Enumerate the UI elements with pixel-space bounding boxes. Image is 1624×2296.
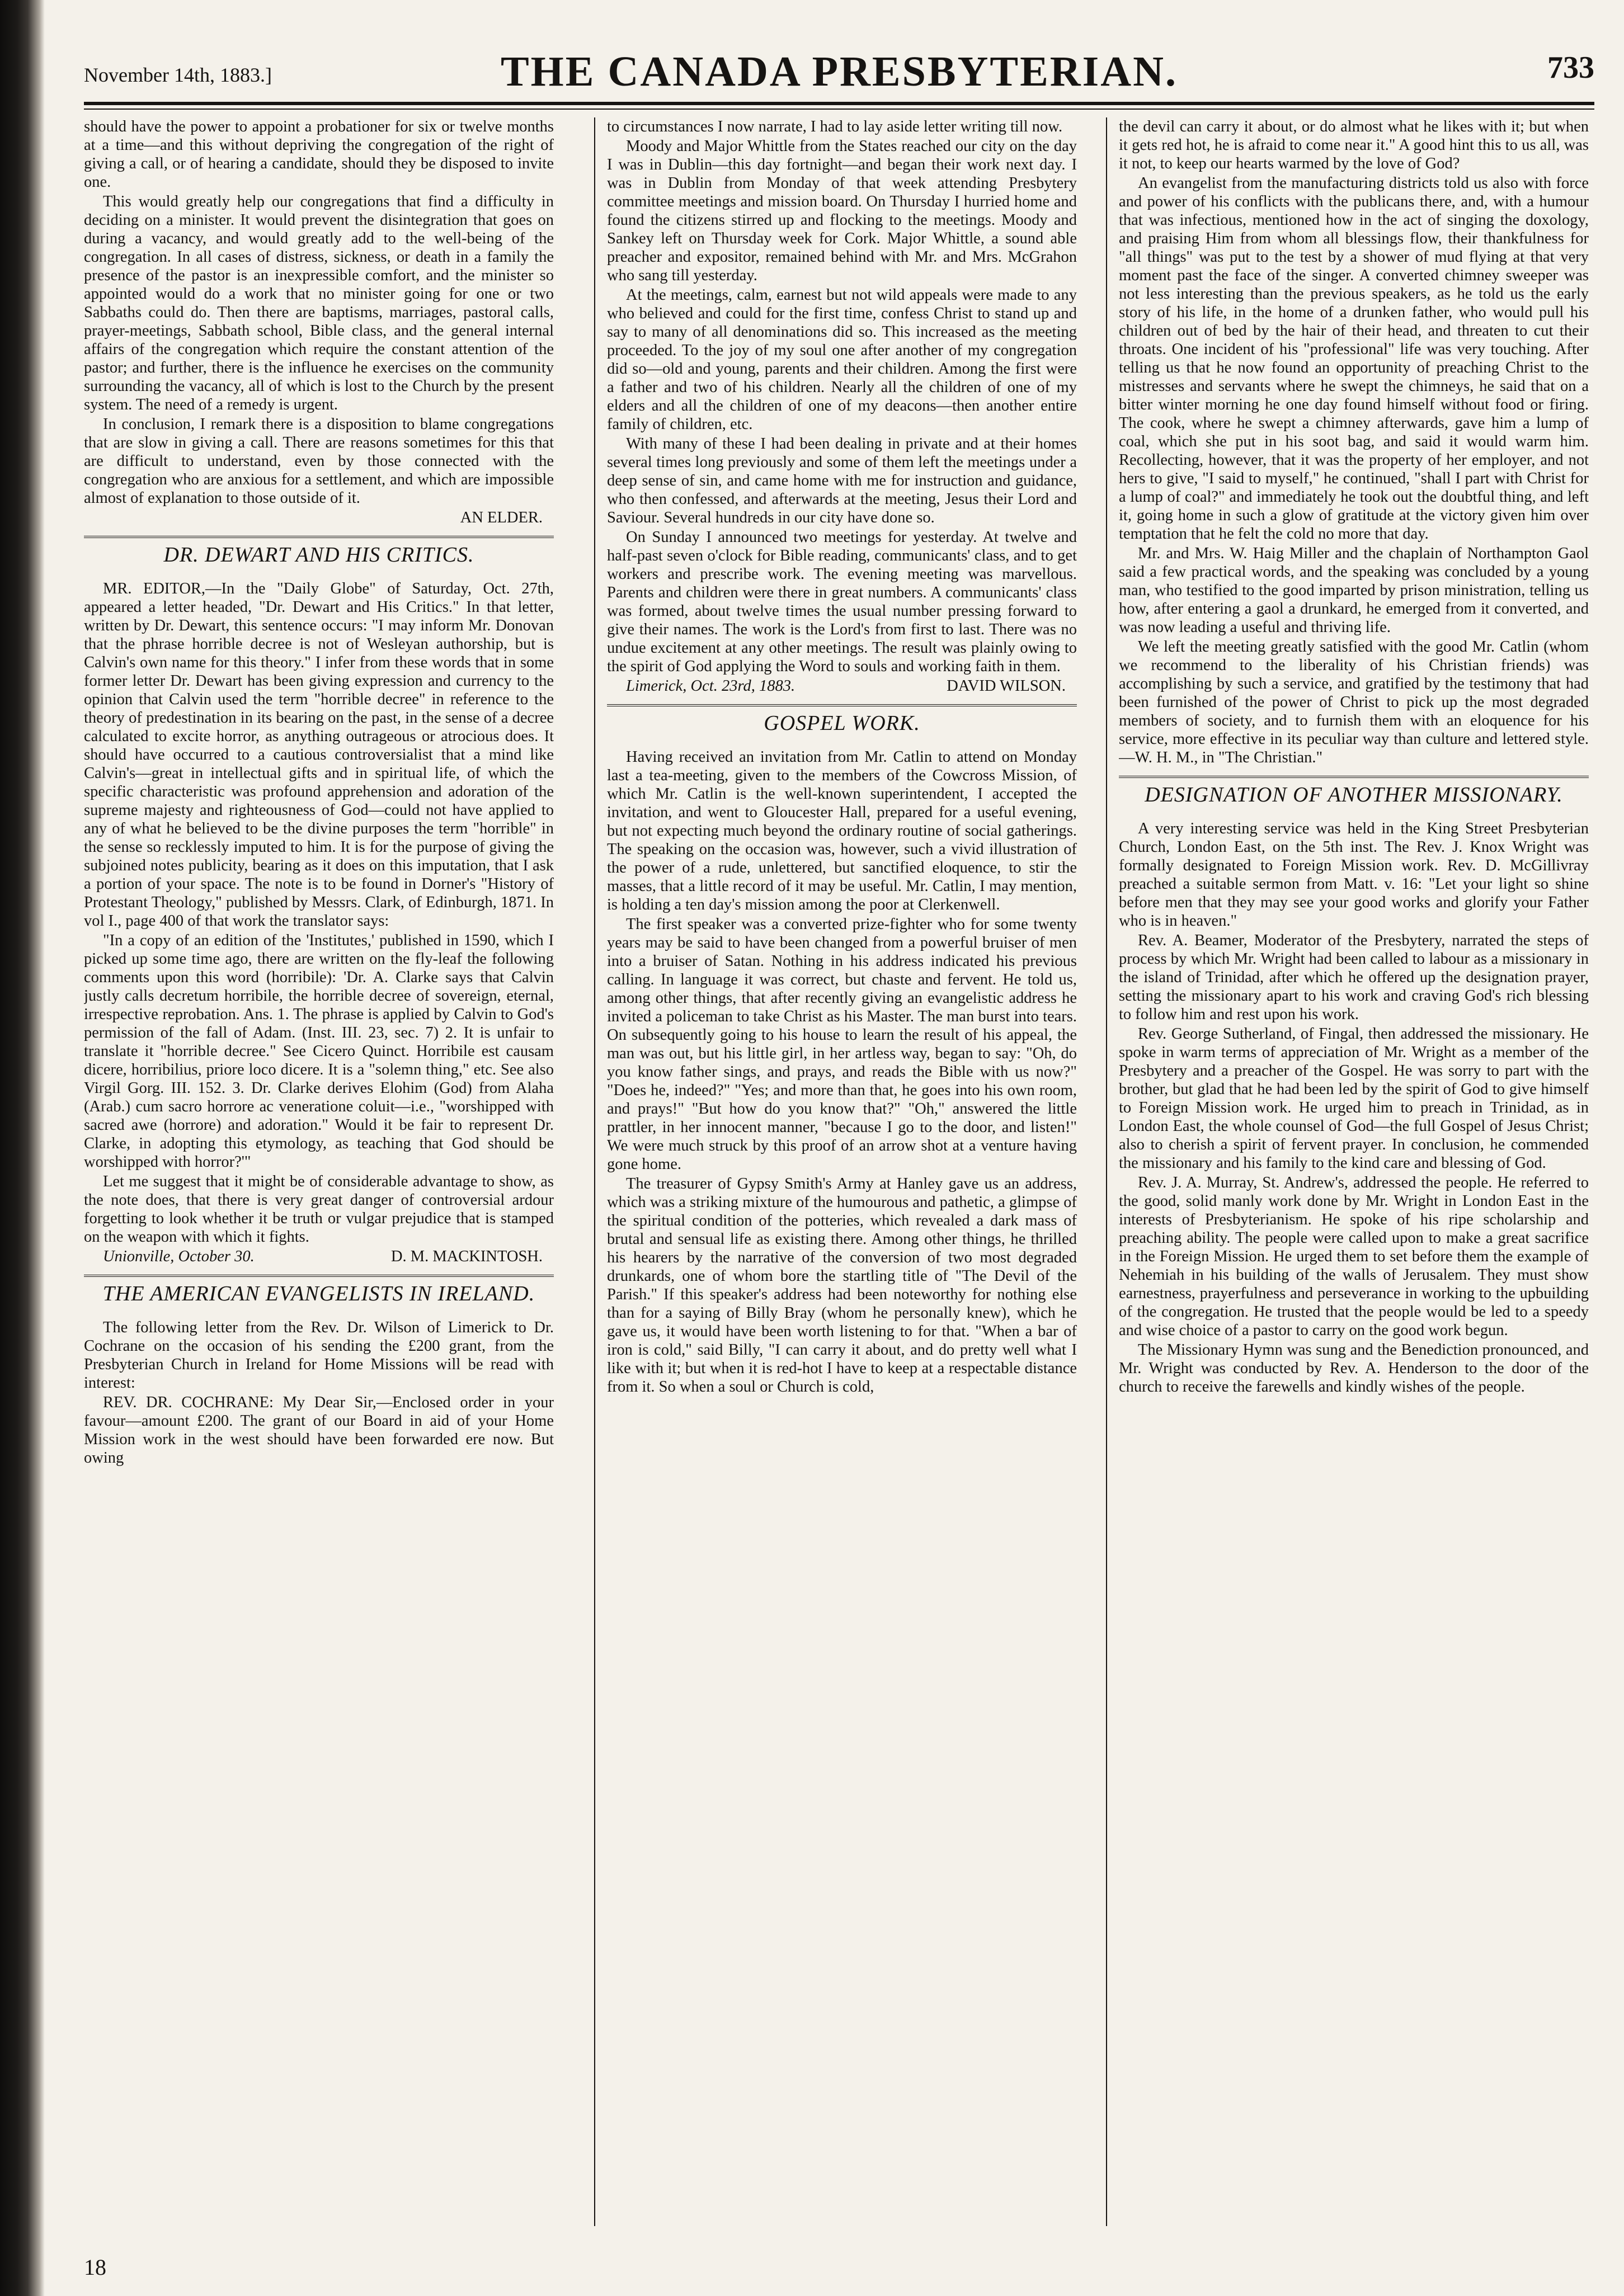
signature bbox=[84, 508, 554, 527]
article-paragraph: The Missionary Hymn was sung and the Benediction pronounced, and Mr. Wright was conducted by Rev. A. Henderson to the door of the church to receive the farewells and kindly wishes of the people. bbox=[1119, 1341, 1589, 1395]
page-binding-shadow bbox=[0, 0, 45, 2296]
issue-date: November 14th, 1883.] bbox=[84, 64, 272, 86]
column-1 bbox=[84, 117, 554, 2226]
signature bbox=[84, 1247, 554, 1266]
article-paragraph: REV. DR. COCHRANE: My Dear Sir,—Enclosed order in your favour—amount £200. The grant of our Board in aid of your Home Mission work in the west should have been forwarded ere now. But owing bbox=[84, 1394, 554, 1467]
article-paragraph: The first speaker was a converted prize-fighter who for some twenty years may be said to have been changed from a powerful bruiser of men into a bruiser of Satan. Nothing in his address indicated his previous calling. In language it was correct, but chaste and fervent. He told us, among other things, that after recently giving an evangelistic address he invited a policeman to take Christ as his Master. The man burst into tears. On subsequently going to his house to learn the result of his appeal, the man was out, but his little girl, in her artless way, began to say: "Oh, do you know father sings, and prays, and reads the Bible with us now?" "Does he, indeed?" "Yes; and more than that, he goes into his own room, and prays!" "But how do you know that?" "Oh," answered the little prattler, in her innocent manner, "because I go to the door, and listen!" We were much struck by this proof of an arrow shot at a venture having gone home. bbox=[607, 916, 1077, 1173]
section-heading: DESIGNATION OF ANOTHER MISSIONARY. bbox=[1119, 776, 1589, 813]
article-paragraph: Moody and Major Whittle from the States reached our city on the day I was in Dublin—this day fortnight—and began their work next day. I was in Dublin from Monday of that week attending Presbytery committee meetings and mission board. On Thursday I hurried home and found the citizens stirred up and flocking to the meetings. Moody and Sankey left on Thursday week for Cork. Major Whittle, a sound able preacher and expositor, remained behind with Mr. and Mrs. McGrahon who sang till yesterday. bbox=[607, 138, 1077, 284]
article-paragraph: The treasurer of Gypsy Smith's Army at Hanley gave us an address, which was a striking mixture of the humourous and pathetic, a glimpse of the spiritual condition of the potteries, which revealed a dark mass of brutal and sensual life as existing there. Among other things, he thrilled his hearers by the narrative of the conversion of two most degraded drunkards, one of whom bore the startling title of "The Devil of the Parish." If this speaker's address had been noteworthy for nothing else than for a saying of Billy Bray (whom he personally knew), which he gave us, it would have been worth listening to for that. "When a bar of iron is cold," said Billy, "I can carry it about, and do pretty well what I like with it; but when it is red-hot I have to keep at a respectable distance from it. So when a soul or Church is cold, bbox=[607, 1175, 1077, 1395]
article-paragraph: should have the power to appoint a probationer for six or twelve months at a time—and this without depriving the congregation of the right of giving a call, or of hearing a candidate, should they be disposed to invite one. bbox=[84, 118, 554, 191]
column-2 bbox=[607, 117, 1077, 2226]
section-heading: THE AMERICAN EVANGELISTS IN IRELAND. bbox=[84, 1275, 554, 1312]
footer-mark: 18 bbox=[84, 2255, 106, 2280]
article-paragraph: This would greatly help our congregations that find a difficulty in deciding on a minister. It would prevent the disintegration that goes on during a vacancy, and would greatly add to the well-being of the congregation. In all cases of distress, sickness, or death in a family the presence of the pastor is an inexpressible comfort, and the minister so appointed would do a work that no minister going for one or two Sabbaths could do. Then there are baptisms, marriages, pastoral calls, prayer-meetings, Sabbath school, Bible class, and the general internal affairs of the congregation which require the constant attention of the pastor; and further, there is the influence he exercises on the community surrounding the vacancy, all of which is lost to the Church by the present system. The need of a remedy is urgent. bbox=[84, 193, 554, 413]
article-paragraph: the devil can carry it about, or do almost what he likes with it; but when it gets red hot, he is afraid to come near it." A good hint this to us all, was it not, to keep our hearts warmed by the love of God? bbox=[1119, 118, 1589, 172]
signature-place: Limerick, Oct. 23rd, 1883. bbox=[626, 677, 795, 695]
article-paragraph: MR. EDITOR,—In the "Daily Globe" of Saturday, Oct. 27th, appeared a letter headed, "Dr. Dewart and His Critics." In that letter, written by Dr. Dewart, this sentence occurs: "I may inform Mr. Donovan that the phrase horrible decree is not of Wesleyan authorship, but is Calvin's own name for this theory." I infer from these words that in some former letter Dr. Dewart has been giving expression and currency to the opinion that Calvin used the term "horrible decree" in reference to the theory of predestination in its bearing on the past, in the sense of a decree calculated to excite horror, as anything outrageous or atrocious does. It should have occurred to a cautious controversialist that a mind like Calvin's—great in intellectual gifts and in spiritual life, of which the specific characteristic was profound apprehension and adoration of the supreme majesty and righteousness of God—could not have applied to any of what he believed to be the divine purposes the term "horrible" in the sense so recklessly imputed to him. It is for the purpose of giving the subjoined notes publicity, bearing as it does on this imputation, that I ask a portion of your space. The note is to be found in Dorner's "History of Protestant Theology," published by Messrs. Clark, of Edinburgh, 1871. In vol I., page 400 of that work the translator says: bbox=[84, 580, 554, 930]
article-paragraph: A very interesting service was held in the King Street Presbyterian Church, London East, on the 5th inst. The Rev. J. Knox Wright was formally designated to Foreign Mission work. Rev. D. McGillivray preached a suitable sermon from Matt. v. 16: "Let your light so shine before men that they may see your good works and glorify your Father who is in heaven." bbox=[1119, 820, 1589, 930]
article-paragraph: Rev. A. Beamer, Moderator of the Presbytery, narrated the steps of process by which Mr. Wright had been called to labour as a missionary in the island of Trinidad, after which he offered up the designation prayer, setting the missionary apart to his work and craving God's rich blessing to follow him and rest upon his work. bbox=[1119, 932, 1589, 1023]
header-rule bbox=[84, 102, 1594, 105]
article-paragraph: Rev. J. A. Murray, St. Andrew's, addressed the people. He referred to the good, solid manly work done by Mr. Wright in London East in the interests of Presbyterianism. He spoke of his ripe scholarship and preaching ability. The people were called upon to make a great sacrifice in the Foreign Mission. He urged them to set before them the example of Nehemiah in his building of the walls of Jerusalem. They must show earnestness, prayerfulness and perseverance in working to the upbuilding of the congregation. He trusted that the people would be led to a speedy and wise choice of a pastor to carry on the good work begun. bbox=[1119, 1174, 1589, 1339]
column-3 bbox=[1119, 117, 1589, 2226]
article-paragraph: We left the meeting greatly satisfied with the good Mr. Catlin (whom we recommend to the liberality of his Christian friends) was accomplishing by such a service, and gratified by the testimony that had been furnished of the power of Christ to pick up the most degraded members of society, and to furnish them with an eloquence for his service, more effective in its peculiar way than culture and lettered style.—W. H. M., in "The Christian." bbox=[1119, 638, 1589, 766]
header-rule-thin bbox=[84, 109, 1594, 110]
article-paragraph: In conclusion, I remark there is a disposition to blame congregations that are slow in giving a call. There are reasons sometimes for this that are difficult to understand, even by those connected with the congregation who are anxious for a settlement, and which are impossible almost of explanation to those outside of it. bbox=[84, 416, 554, 507]
signature-name: DAVID WILSON. bbox=[947, 677, 1066, 695]
quoted-note: "In a copy of an edition of the 'Institutes,' published in 1590, which I picked up some time ago, there are written on the fly-leaf the following comments upon this word (horribile): 'Dr. A. Clarke says that Calvin justly calls decretum horribile, the horrible decree of sovereign, eternal, irrespective reprobation. Ans. 1. The phrase is applied by Calvin to God's permission of the fall of Adam. (Inst. III. 23, sec. 7) 2. It is unfair to translate it "horrible decree." See Cicero Quinct. Horribile est causam dicere, horribilius, priore loco dicere. It is a "solemn thing," etc. See also Virgil Gorg. III. 152. 3. Dr. Clarke derives Elohim (God) from Alaha (Arab.) cum sacro horrore ac veneratione coluit—i.e., "worshipped with sacred awe (horrore) and adoration." Would it be fair to represent Dr. Clarke, in adopting this etymology, as teaching that God should be worshipped with horror?'" bbox=[84, 932, 554, 1171]
signature-name: D. M. MACKINTOSH. bbox=[390, 1248, 543, 1265]
signature-name: AN ELDER. bbox=[460, 509, 543, 526]
section-heading: DR. DEWART AND HIS CRITICS. bbox=[84, 536, 554, 573]
article-paragraph: An evangelist from the manufacturing districts told us also with force and power of his conflicts with the publicans there, and, with a humour that was infectious, mentioned how in the act of singing the doxology, and praising Him from whom all blessings flow, their thankfulness for "all things" was put to the test by a shower of mud flying at that very moment past the face of the singer. A converted chimney sweeper was not less interesting than the previous speakers, as he told us the early story of his life, in the home of a drunken father, who would pull his children out of bed by the hair of their head, and threaten to cut their throats. One incident of his "professional" life was very touching. After telling us that he now found an opportunity of preaching Christ to the mistresses and servants where he swept the chimneys, he said that on a bitter winter morning he one day found himself without food or firing. The cook, where he swept a chimney afterwards, gave him a lump of coal, which she put in his soot bag, and said it would warm him. Recollecting, however, that it was the property of her employer, and not hers to give, "I said to myself," he continued, "shall I part with Christ for a lump of coal?" and immediately he took out the doubtful thing, and left it, going home in such a glow of gratitude at the victory given him over temptation that he felt the cold no more that day. bbox=[1119, 175, 1589, 543]
article-paragraph: Let me suggest that it might be of considerable advantage to show, as the note does, that there is very great danger of controversial ardour forgetting to look whether it be truth or vulgar prejudice that is stamped on the weapon with which it fights. bbox=[84, 1173, 554, 1246]
article-paragraph: The following letter from the Rev. Dr. Wilson of Limerick to Dr. Cochrane on the occasion of his sending the £200 grant, from the Presbyterian Church in Ireland for Home Missions will be read with interest: bbox=[84, 1319, 554, 1392]
article-paragraph: At the meetings, calm, earnest but not wild appeals were made to any who believed and could for the first time, confess Christ to stand up and say to many of all denominations did so. This increased as the meeting proceeded. To the joy of my soul one after another of my congregation did so—old and young, parents and their children. Among the first were a father and two of his children. Nearly all the children of one of my elders and all the children of one of my deacons—then another entire family of children, etc. bbox=[607, 286, 1077, 433]
column-divider bbox=[594, 117, 595, 2226]
page-header bbox=[84, 48, 1594, 103]
article-paragraph: With many of these I had been dealing in private and at their homes several times long previously and some of them left the meetings under a deep sense of sin, and came home with me for instruction and guidance, who then confessed, and afterwards at the meeting, Jesus their Lord and Saviour. Several hundreds in our city have done so. bbox=[607, 435, 1077, 526]
column-divider bbox=[1106, 117, 1107, 2226]
article-paragraph: On Sunday I announced two meetings for yesterday. At twelve and half-past seven o'clock for Bible reading, communicants' class, and to get workers and prescribe work. The evening meeting was marvellous. Parents and children were there in great numbers. A communicants' class was formed, about twelve times the usual number pressing forward to give their names. The work is the Lord's from first to last. There was no undue excitement at any other meetings. The result was plainly owing to the spirit of God applying the Word to souls and working faith in them. bbox=[607, 529, 1077, 675]
article-paragraph: Rev. George Sutherland, of Fingal, then addressed the missionary. He spoke in warm terms of appreciation of Mr. Wright as a member of the Presbytery and a preacher of the Gospel. He was sorry to part with the brother, but glad that he had been led by the spirit of God to give himself to Foreign Mission work. He urged him to preach in Trinidad, as in London East, the whole counsel of God—the full Gospel of Jesus Christ; also to cherish a spirit of fervent prayer. In conclusion, he commended the missionary and his family to the kind care and blessing of God. bbox=[1119, 1025, 1589, 1172]
article-paragraph: Mr. and Mrs. W. Haig Miller and the chaplain of Northampton Gaol said a few practical words, and the speaking was concluded by a young man, who testified to the good imparted by prison ministration, telling us how, after entering a gaol a drunkard, he emerged from it converted, and was now leading a useful and thriving life. bbox=[1119, 545, 1589, 636]
article-paragraph: to circumstances I now narrate, I had to lay aside letter writing till now. bbox=[607, 118, 1063, 135]
page-number: 733 bbox=[1547, 50, 1594, 85]
signature-place: Unionville, October 30. bbox=[103, 1248, 255, 1265]
section-heading: GOSPEL WORK. bbox=[607, 704, 1077, 741]
article-paragraph: Having received an invitation from Mr. Catlin to attend on Monday last a tea-meeting, given to the members of the Cowcross Mission, of which Mr. Catlin is the well-known superintendent, I accepted the invitation, and went to Gloucester Hall, prepared for a useful evening, but not expecting much beyond the ordinary routine of social gatherings. The speaking on the occasion was, however, such a vivid illustration of the power of a rude, unlettered, but sanctified eloquence, to stir the masses, that a little record of it may be useful. Mr. Catlin, I may mention, is holding a ten day's mission among the poor at Clerkenwell. bbox=[607, 748, 1077, 913]
signature bbox=[607, 677, 1077, 695]
newspaper-title: THE CANADA PRESBYTERIAN. bbox=[500, 48, 1178, 95]
